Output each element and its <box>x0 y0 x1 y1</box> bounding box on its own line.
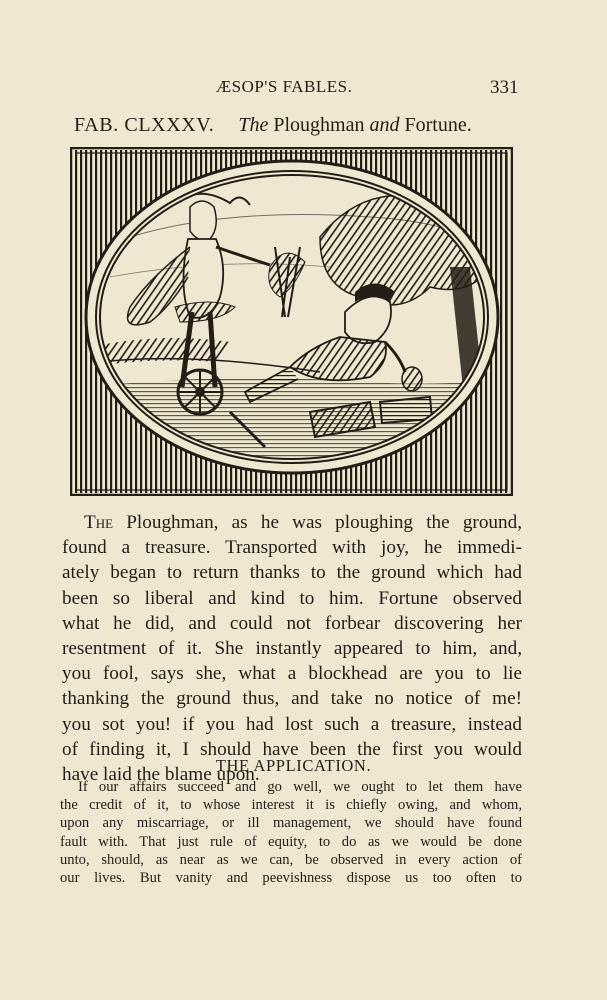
story-line-11: have laid the blame upon. <box>62 764 260 786</box>
application-line-2: the credit of it, to whose interest it is chiefly owing, and whom, <box>60 797 522 814</box>
story-text <box>62 510 522 787</box>
application-line-5: unto, should, as near as we can, be observed in every action of <box>60 851 522 868</box>
title-object: Fortune. <box>404 114 472 136</box>
application-text <box>60 778 522 887</box>
title-subject: Ploughman <box>273 114 365 136</box>
application-line-1: If our affairs succeed and go well, we ought to let them have <box>78 779 522 795</box>
story-line-1: The Ploughman, as he was ploughing the ground, <box>84 512 522 533</box>
story-line-7: you fool, says she, what a blockhead are you to lie <box>62 663 522 685</box>
story-opening-word: The <box>84 512 114 533</box>
title-conjunction: and <box>369 114 400 136</box>
story-line-3: ately began to return thanks to the ground which had <box>62 562 522 584</box>
story-line-4: been so liberal and kind to him. Fortune observed <box>62 587 522 609</box>
story-line-8: thanking the ground thus, and take no notice of me! <box>62 688 522 710</box>
title-article: The <box>238 114 269 136</box>
running-title: ÆSOP'S FABLES. <box>216 77 353 96</box>
story-line-6: resentment of it. She instantly appeared to him, and, <box>62 638 522 660</box>
story-line-10: of finding it, I should have been the first you would <box>62 738 522 760</box>
fable-number: FAB. CLXXXV. <box>74 114 215 136</box>
application-heading: THE APPLICATION. <box>215 756 372 775</box>
page-number: 331 <box>490 77 519 98</box>
running-head <box>0 77 607 101</box>
fable-heading <box>74 114 534 137</box>
woodcut-ploughman-and-fortune-icon <box>70 147 513 496</box>
story-line-9: you sot you! if you had lost such a treasure, instead <box>62 713 522 735</box>
story-line-2: found a treasure. Transported with joy, he immedi- <box>62 537 522 559</box>
application-line-3: upon any miscarriage, or ill management, we should have found <box>60 815 522 832</box>
story-line-5: what he did, and could not forbear discovering her <box>62 612 522 634</box>
application-line-6: our lives. But vanity and peevishness dispose us too often to <box>60 870 522 887</box>
application-line-4: fault with. That just rule of equity, to do as we would be done <box>60 833 522 850</box>
